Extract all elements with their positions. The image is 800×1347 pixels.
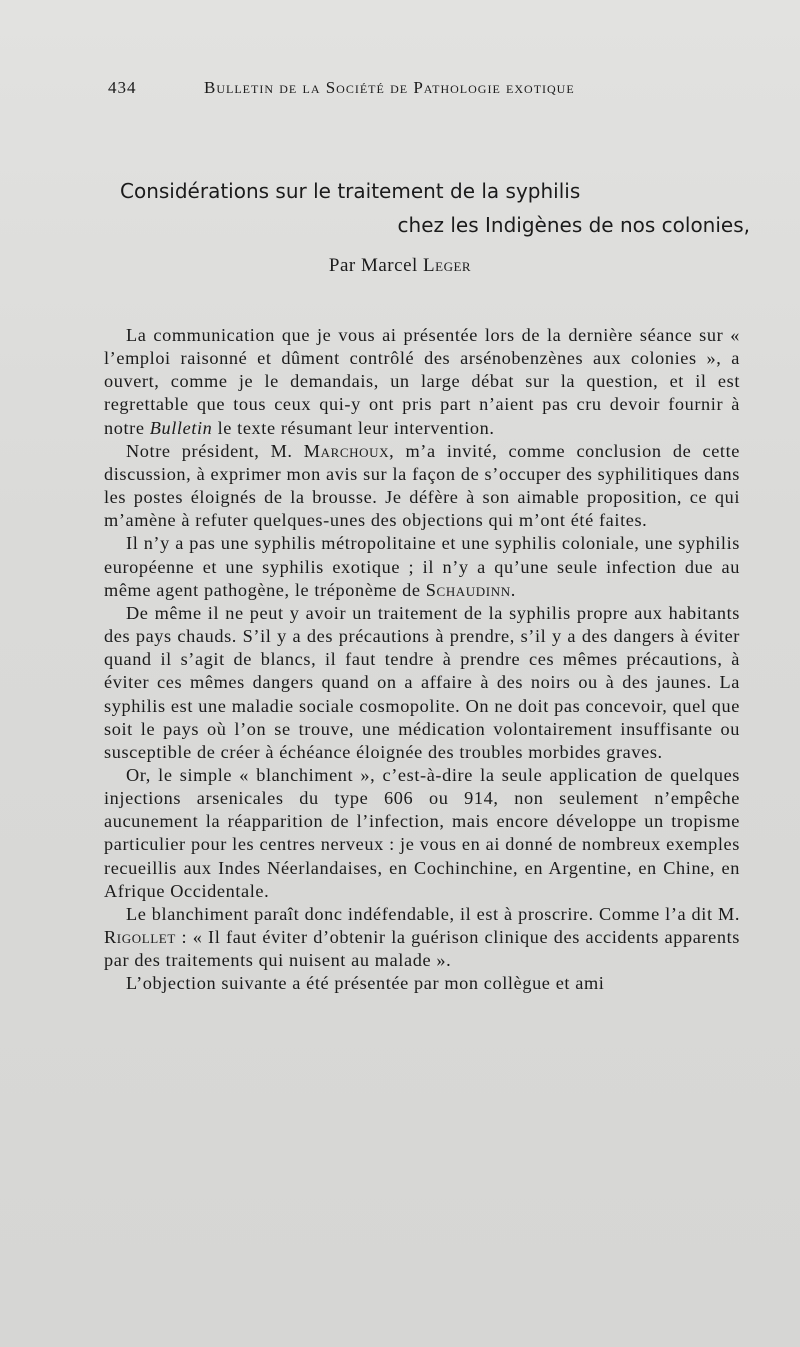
paragraph: L’objection suivante a été présentée par mon collègue et ami [126, 973, 605, 994]
person-name: Rigollet [104, 927, 176, 948]
italic-bulletin: Bulletin [149, 417, 213, 438]
paragraph-text: , m’a invité, comme conclusion de cette discussion, à exprimer mon avis sur la façon de s’occuper des syphilitiques dans les postes éloignés de la brousse. Je défère à son aimable proposition, ce qui m’amène à refuter quelques-unes des objections qui m’ont été faites. [104, 440, 740, 531]
byline-prefix: Par Marcel [328, 255, 424, 276]
title-line-1: Considérations sur le traitement de la syphilis [120, 179, 581, 203]
paragraph-text: Le blanchiment paraît donc indéfendable, il est à proscrire. Comme l’a dit M. [126, 903, 740, 924]
paragraph-text: La communication que je vous ai présentée lors de la dernière séance sur « l’emploi raisonné et dûment contrôlé des arsénobenzènes aux colonies », a ouvert, comme je le demandais, un large débat sur la question, et il est regrettable que tous ceux qui-y ont pris part n’aient pas cru devoir fournir à notre [104, 325, 740, 438]
paragraph-text: le texte résumant leur intervention. [212, 417, 495, 438]
page-number: 434 [108, 78, 137, 97]
author-byline [0, 255, 800, 277]
title-line-2: chez les Indigènes de nos colonies, [397, 213, 750, 237]
person-name: Marchoux [303, 440, 390, 461]
article-body [104, 324, 740, 996]
paragraph-text: . [510, 579, 516, 600]
paragraph [104, 440, 740, 533]
article-title [120, 174, 752, 242]
person-name: Schaudinn [425, 579, 511, 600]
paragraph-text: Il n’y a pas une syphilis métropolitaine et une syphilis coloniale, une syphilis européenne et une syphilis exotique ; il n’y a qu’une seule infection due au même agent pathogène, le tréponème de [104, 533, 740, 600]
paragraph [104, 903, 740, 972]
paragraph [104, 532, 740, 601]
paragraph-text: : « Il faut éviter d’obtenir la guérison clinique des accidents apparents par des traitements qui nuisent au malade ». [104, 927, 740, 971]
paragraph-text: Notre président, M. [126, 440, 304, 461]
paragraph [104, 324, 740, 440]
author-name: Leger [423, 255, 472, 276]
paragraph: Or, le simple « blanchiment », c’est-à-dire la seule application de quelques injections arsenicales du type 606 ou 914, non seulement n’empêche aucunement la réapparition de l’infection, mais encore développe un tropisme particulier pour les centres nerveux : je vous en ai donné de nombreux exemples recueillis aux Indes Néerlandaises, en Cochinchine, en Argentine, en Chine, en Afrique Occidentale. [104, 764, 740, 901]
journal-title: Bulletin de la Société de Pathologie exotique [204, 78, 575, 97]
paragraph: De même il ne peut y avoir un traitement de la syphilis propre aux habitants des pays chauds. S’il y a des précautions à prendre, s’il y a des dangers à éviter quand il s’agit de blancs, il faut tendre à prendre ces mêmes précautions, à éviter ces mêmes dangers quand on a affaire à des noirs ou à des jaunes. La syphilis est une maladie sociale cosmopolite. On ne doit pas concevoir, quel que soit le pays où l’on se trouve, une médication volontairement insuffisante ou susceptible de créer à échéance éloignée des troubles morbides graves. [104, 602, 740, 762]
